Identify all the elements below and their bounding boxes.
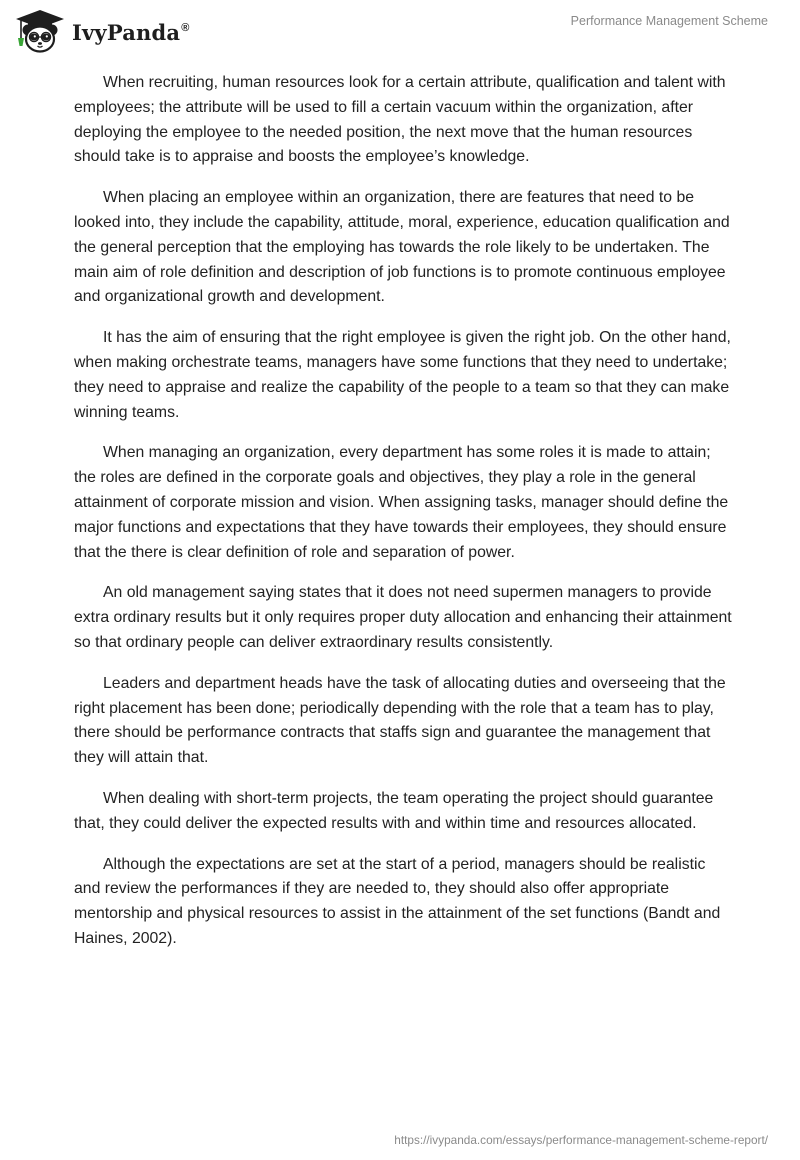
source-url-link[interactable]: https://ivypanda.com/essays/performance-management-scheme-report/	[394, 1133, 768, 1147]
paragraph: When recruiting, human resources look for a certain attribute, qualification and talent with employees; the attribute will be used to fill a certain vacuum within the organization, after deploying the employee to the needed position, the next move that the human resources should take is to appraise and boosts the employee’s knowledge.	[74, 74, 726, 166]
page-header	[0, 0, 800, 60]
logo-text: IvyPanda	[72, 19, 181, 45]
paragraph: When dealing with short-term projects, the team operating the project should guarantee that, they could deliver the expected results with and within time and resources allocated.	[74, 789, 714, 832]
paragraph: An old management saying states that it does not need supermen managers to provide extra ordinary results but it only requires proper duty allocation and enhancing their attainment so that ordinary people can deliver extraordinary results consistently.	[74, 584, 732, 651]
essay-body	[74, 71, 734, 968]
panda-graduate-icon	[14, 8, 66, 54]
logo-wordmark	[72, 20, 190, 45]
paragraph: When managing an organization, every department has some roles it is made to attain; the roles are defined in the corporate goals and objectives, they play a role in the general attainment of corporate mission and vision. When assigning tasks, manager should define the major functions and expectations that they have towards their employees, they should ensure that the there is clear definition of role and separation of power.	[74, 444, 729, 561]
paragraph: Although the expectations are set at the start of a period, managers should be realistic and review the performances if they are needed to, they should also offer appropriate mentorship and physical resources to assist in the attainment of the set functions (Bandt and Haines, 2002).	[74, 855, 721, 947]
document-title: Performance Management Scheme	[570, 14, 768, 28]
paragraph: When placing an employee within an organization, there are features that need to be looked into, they include the capability, attitude, moral, experience, education qualification and the general perception that the employing has towards the role likely to be undertaken. The main aim of role definition and description of job functions is to promote continuous employee and organizational growth and development.	[74, 189, 730, 306]
ivypanda-logo[interactable]	[14, 8, 190, 54]
paragraph: Leaders and department heads have the task of allocating duties and overseeing that the right placement has been done; periodically depending with the role that a team has to play, there should be performance contracts that staffs sign and guarantee the management that they will attain that.	[74, 674, 726, 767]
paragraph: It has the aim of ensuring that the right employee is given the right job. On the other hand, when making orchestrate teams, managers have some functions that they need to undertake; they need to appraise and realize the capability of the people to a team so that they can make winning teams.	[74, 329, 731, 421]
registered-mark: ®	[181, 21, 190, 34]
